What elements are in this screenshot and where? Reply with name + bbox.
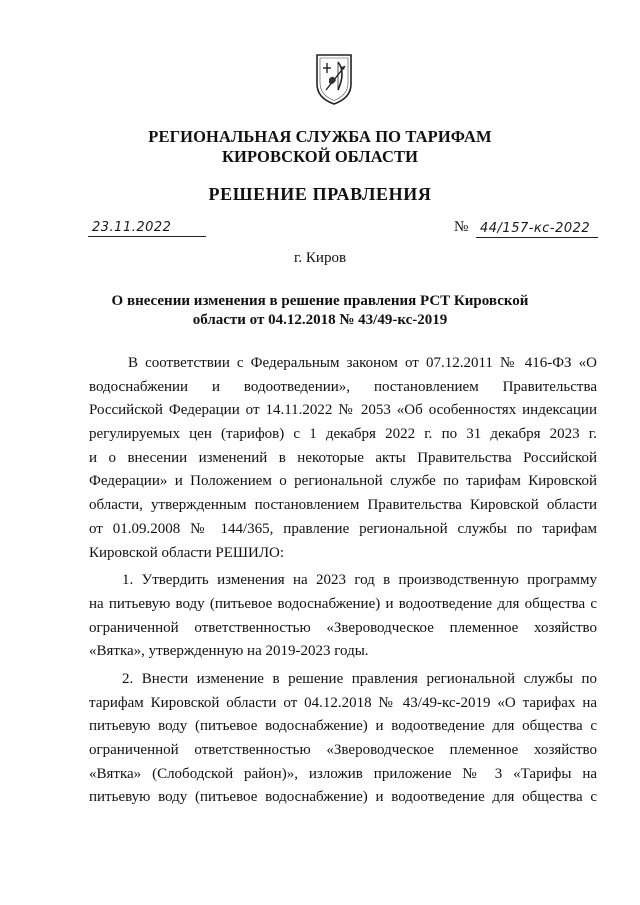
preamble-line: водоснабжении и водоотведении», постановлением Правительства: [89, 378, 597, 395]
preamble-line: области, утвержденным постановлением Правительства Кировской области: [89, 497, 597, 514]
preamble-line: В соответствии с Федеральным законом от 07.12.2011 № 416-ФЗ «О: [128, 355, 597, 371]
item2-line: питьевую воду (питьевое водоснабжение) и водоотведение для общества с: [89, 789, 597, 806]
item2-line: «Вятка» (Слободской район)», изложив приложение № 3 «Тарифы на: [89, 765, 597, 782]
item1-line: 1. Утвердить изменения на 2023 год в производственную программу: [122, 572, 597, 589]
preamble-line: Кировской области РЕШИЛО:: [89, 544, 285, 561]
item1-line: на питьевую воду (питьевое водоснабжение) и водоотведение для общества с: [89, 595, 597, 612]
number-sign: №: [454, 219, 469, 235]
preamble-line: и о внесении изменений в некоторые акты Правительства Российской: [89, 449, 597, 466]
organization-name-line2: КИРОВСКОЙ ОБЛАСТИ: [221, 147, 419, 166]
item2-line: ограниченной ответственностью «Звероводческое племенное хозяйство: [89, 742, 597, 758]
preamble-line: Федерации» и Положением о региональной службе по тарифам Кировской: [89, 473, 597, 490]
coat-of-arms-emblem: [314, 52, 354, 106]
subject-line2: области от 04.12.2018 № 43/49-кс-2019: [192, 312, 448, 328]
item1-line: «Вятка», утвержденную на 2019-2023 годы.: [89, 643, 369, 660]
decision-date: 23.11.2022: [92, 220, 172, 235]
subject-line1: О внесении изменения в решение правления РСТ Кировской: [111, 293, 529, 309]
city: г. Киров: [293, 250, 347, 266]
document-body: [89, 352, 597, 810]
number-underline: [476, 237, 598, 238]
item1-line: ограниченной ответственностью «Звероводческое племенное хозяйство: [89, 619, 597, 636]
date-underline: [88, 236, 206, 237]
document-title: РЕШЕНИЕ ПРАВЛЕНИЯ: [208, 184, 432, 204]
preamble-line: регулируемых цен (тарифов) с 1 декабря 2022 г. по 31 декабря 2023 г.: [89, 426, 597, 443]
item2-line: питьевую воду (питьевое водоснабжение) и водоотведение для общества с: [89, 718, 597, 735]
preamble-line: от 01.09.2008 № 144/365, правление региональной службы по тарифам: [89, 520, 597, 537]
decision-number: 44/157-кс-2022: [480, 221, 591, 236]
item2-line: 2. Внести изменение в решение правления региональной службы по: [122, 670, 597, 687]
preamble-line: Российской Федерации от 14.11.2022 № 2053 «Об особенностях индексации: [89, 402, 597, 419]
item2-line: тарифам Кировской области от 04.12.2018 № 43/49-кс-2019 «О тарифах на: [89, 694, 597, 711]
organization-name-line1: РЕГИОНАЛЬНАЯ СЛУЖБА ПО ТАРИФАМ: [148, 127, 492, 146]
